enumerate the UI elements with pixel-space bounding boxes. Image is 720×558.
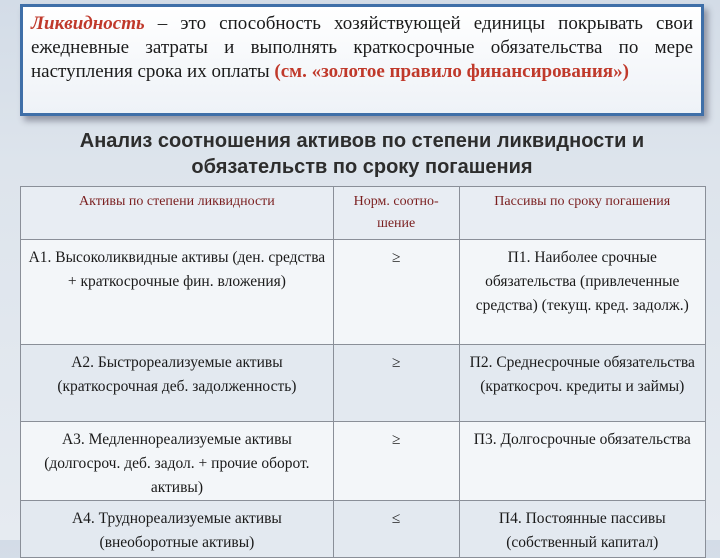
asset-cell: А1. Высоколиквидные активы (ден. средства + краткосрочные фин. вложения) [21, 240, 334, 345]
table-row [21, 345, 706, 422]
title-line-2: обязательств по сроку погашения [191, 156, 533, 178]
liability-cell: П3. Долгосрочные обязательства [459, 422, 705, 501]
ratio-cell: ≥ [333, 240, 459, 345]
table-row [21, 422, 706, 501]
asset-cell: А2. Быстрореализуемые активы (краткосрочная деб. задолженность) [21, 345, 334, 422]
table-row [21, 240, 706, 345]
liability-cell: П4. Постоянные пассивы (собственный капитал) [459, 501, 705, 558]
liability-cell: П1. Наиболее срочные обязательства (привлеченные средства) (текущ. кред. задолж.) [459, 240, 705, 345]
asset-cell: А3. Медленнореализуемые активы (долгосроч. деб. задол. + прочие оборот. активы) [21, 422, 334, 501]
ratio-cell: ≥ [333, 422, 459, 501]
liquidity-table [20, 186, 706, 558]
ratio-cell: ≥ [333, 345, 459, 422]
definition-box [20, 4, 704, 116]
header-liabilities: Пассивы по сроку погашения [459, 187, 705, 240]
table-row [21, 501, 706, 558]
definition-body: – это способность хозяйствующей единицы покрывать свои ежедневные затраты и выполнять краткосрочные обязательства по мере наступления срока их оплаты [31, 13, 693, 82]
definition-reference: (см. «золотое правило финансирования») [274, 61, 629, 82]
title-line-1: Анализ соотношения активов по степени ликвидности и [79, 130, 645, 152]
header-ratio: Норм. соотно-шение [333, 187, 459, 240]
page-title [20, 128, 704, 180]
asset-cell: А4. Труднореализуемые активы (внеоборотные активы) [21, 501, 334, 558]
definition-term: Ликвидность [31, 13, 145, 34]
header-assets: Активы по степени ликвидности [21, 187, 334, 240]
ratio-cell: ≤ [333, 501, 459, 558]
table-header-row [21, 187, 706, 240]
liability-cell: П2. Среднесрочные обязательства (краткосроч. кредиты и займы) [459, 345, 705, 422]
